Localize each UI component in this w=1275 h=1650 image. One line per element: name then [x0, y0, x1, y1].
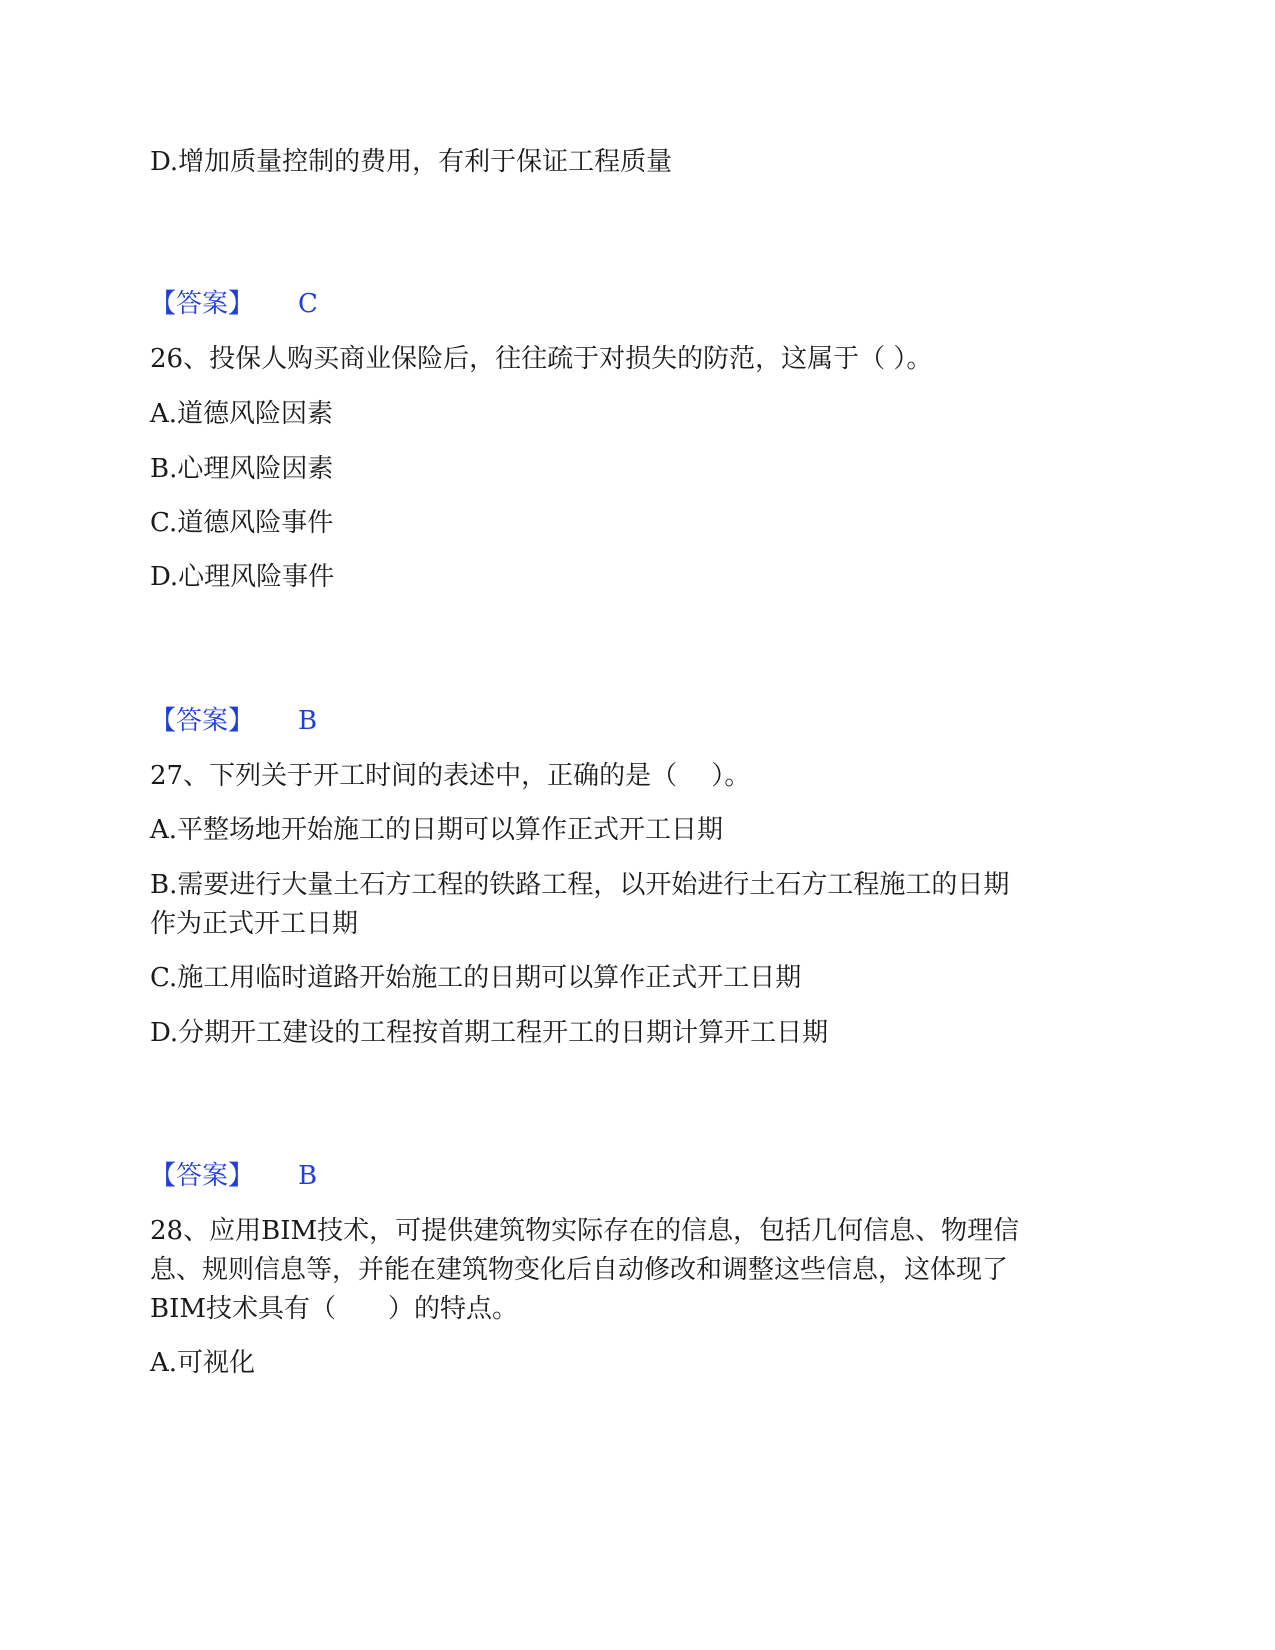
answer-label: 【答案】 [150, 289, 255, 319]
q27-option-b-cont: 作为正式开工日期 [150, 909, 359, 939]
q27-option-d: D.分期开工建设的工程按首期工程开工的日期计算开工日期 [150, 1018, 829, 1048]
q28-question-line2: 息、规则信息等，并能在建筑物变化后自动修改和调整这些信息，这体现了 [150, 1255, 1009, 1285]
q26-option-a: A.道德风险因素 [150, 399, 334, 429]
q27-answer [150, 1156, 317, 1196]
answer-value: C [298, 289, 318, 319]
answer-value: B [298, 706, 318, 736]
q26-answer [150, 701, 317, 741]
q26-option-b: B.心理风险因素 [150, 454, 334, 484]
q26-option-c: C.道德风险事件 [150, 508, 334, 538]
q26-option-d: D.心理风险事件 [150, 562, 335, 592]
q27-option-c: C.施工用临时道路开始施工的日期可以算作正式开工日期 [150, 963, 802, 993]
q27-option-a: A.平整场地开始施工的日期可以算作正式开工日期 [150, 815, 724, 845]
q25-answer [150, 284, 318, 324]
answer-label: 【答案】 [150, 1161, 255, 1191]
q25-option-d: D.增加质量控制的费用，有利于保证工程质量 [150, 147, 673, 177]
answer-label: 【答案】 [150, 706, 255, 736]
answer-value: B [298, 1161, 318, 1191]
q28-question-line1: 28、应用BIM技术，可提供建筑物实际存在的信息，包括几何信息、物理信 [150, 1216, 1020, 1246]
q27-question: 27、下列关于开工时间的表述中，正确的是（ ）。 [150, 761, 751, 791]
q28-question-line3: BIM技术具有（ ）的特点。 [150, 1294, 518, 1324]
q28-option-a: A.可视化 [150, 1348, 256, 1378]
q26-question: 26、投保人购买商业保险后，往往疏于对损失的防范，这属于（ ）。 [150, 344, 933, 374]
q27-option-b: B.需要进行大量土石方工程的铁路工程，以开始进行土石方工程施工的日期 [150, 870, 1010, 900]
